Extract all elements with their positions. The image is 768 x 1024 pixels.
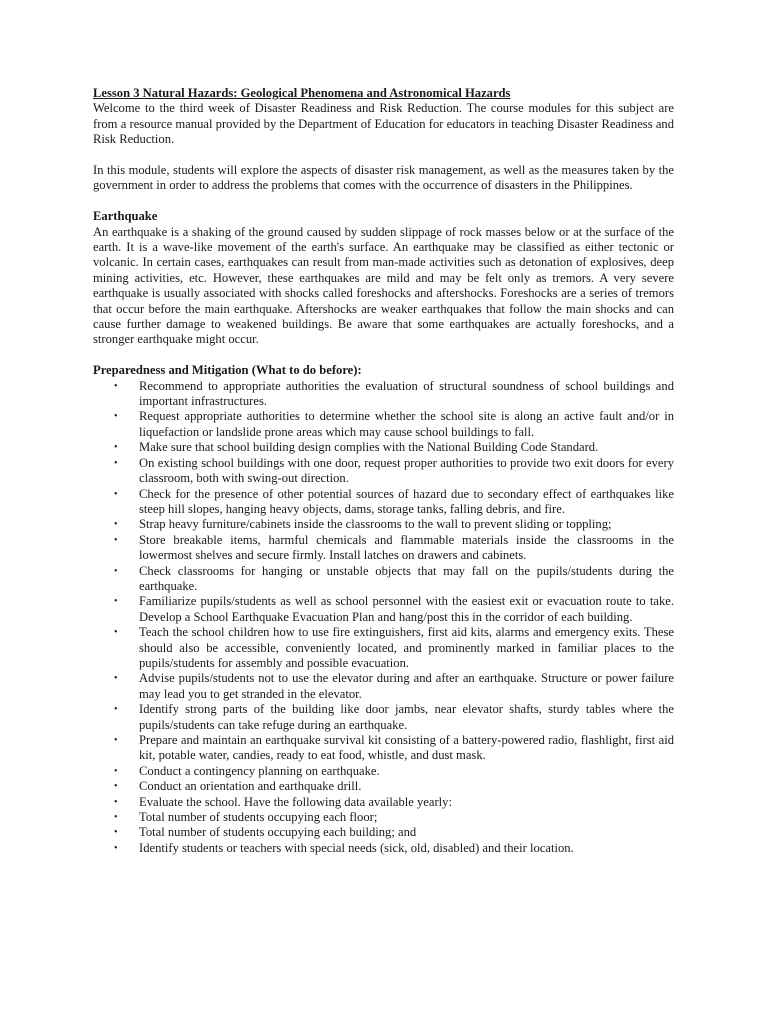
list-item-text: Conduct a contingency planning on earthquake.	[139, 763, 380, 778]
list-item-text: Prepare and maintain an earthquake survival kit consisting of a battery-powered radio, flashlight, first aid kit, potable water, candies, ready to eat food, whistle, and dust mask.	[139, 733, 674, 763]
list-item-text: Recommend to appropriate authorities the evaluation of structural soundness of school buildings and important infrastructures.	[139, 378, 674, 409]
bullet-icon: •	[114, 534, 118, 546]
list-item-text: Evaluate the school. Have the following data available yearly:	[139, 794, 452, 809]
bullet-icon: •	[114, 596, 118, 608]
bullet-icon: •	[114, 457, 118, 469]
intro-paragraph: Welcome to the third week of Disaster Readiness and Risk Reduction. The course modules for this subject are from a resource manual provided by the Department of Education for educators in teaching Disaster Readiness and Risk Reduction.	[93, 101, 674, 147]
list-item-text: Advise pupils/students not to use the elevator during and after an earthquake. Structure or power failure may lead you to get stranded in the elevator.	[139, 671, 674, 701]
list-item-text: Strap heavy furniture/cabinets inside the classrooms to the wall to prevent sliding or toppling;	[139, 517, 612, 532]
bullet-icon: •	[114, 627, 118, 639]
spacer	[93, 148, 674, 163]
list-item	[93, 456, 674, 487]
bullet-icon: •	[114, 812, 118, 824]
bullet-icon: •	[114, 565, 118, 577]
bullet-icon: •	[114, 796, 118, 808]
list-item-text: Make sure that school building design complies with the National Building Code Standard.	[139, 440, 599, 455]
list-item	[93, 594, 674, 625]
bullet-icon: •	[114, 735, 118, 747]
list-item-text: Teach the school children how to use fire extinguishers, first aid kits, alarms and emergency exits. These should also be accessible, conveniently located, and prominently marked in familiar places to the pupils/students for assembly and possible evacuation.	[139, 625, 674, 670]
list-item	[93, 440, 674, 455]
bullet-icon: •	[114, 842, 118, 854]
list-item-text: Check classrooms for hanging or unstable objects that may fall on the pupils/students during the earthquake.	[139, 563, 674, 593]
list-item	[93, 702, 674, 733]
bullet-icon: •	[114, 411, 118, 423]
document-page	[93, 86, 674, 856]
list-item	[93, 764, 674, 779]
list-item-text: Identify students or teachers with special needs (sick, old, disabled) and their location.	[139, 840, 574, 855]
module-paragraph: In this module, students will explore the aspects of disaster risk management, as well as the measures taken by the government in order to address the problems that comes with the occurrence of disasters in the Philippines.	[93, 163, 674, 193]
preparedness-heading: Preparedness and Mitigation (What to do before):	[93, 363, 362, 378]
list-item-text: Conduct an orientation and earthquake drill.	[139, 779, 362, 794]
bullet-icon: •	[114, 781, 118, 793]
list-item	[93, 841, 674, 856]
bullet-icon: •	[114, 519, 118, 531]
list-item-text: Total number of students occupying each floor;	[139, 810, 378, 825]
list-item	[93, 810, 674, 825]
list-item	[93, 517, 674, 532]
list-item	[93, 379, 674, 410]
spacer	[93, 194, 674, 209]
list-item	[93, 564, 674, 595]
list-item-text: On existing school buildings with one door, request proper authorities to provide two exit doors for every classroom, both with swing-out direction.	[139, 455, 674, 486]
earthquake-paragraph: An earthquake is a shaking of the ground caused by sudden slippage of rock masses below or at the surface of the earth. It is a wave-like movement of the earth's surface. An earthquake may be classified as either tectonic or volcanic. In certain cases, earthquakes can result from man-made activities such as detonation of explosives, deep mining activities, etc. However, these earthquakes are mild and may be felt only as tremors. A very severe earthquake is usually associated with shocks called foreshocks and aftershocks. Foreshocks are a series of tremors that occur before the main earthquake. Aftershocks are weaker earthquakes that follow the main shocks and can cause further damage to weakened buildings. Be aware that some earthquakes are actually foreshocks, and a stronger earthquake might occur.	[93, 224, 674, 347]
list-item	[93, 409, 674, 440]
bullet-icon: •	[114, 380, 118, 392]
earthquake-heading: Earthquake	[93, 209, 158, 224]
bullet-icon: •	[114, 704, 118, 716]
list-item-text: Identify strong parts of the building like door jambs, near elevator shafts, sturdy tables where the pupils/students can take refuge during an earthquake.	[139, 702, 674, 732]
list-item-text: Request appropriate authorities to determine whether the school site is along an active fault and/or in liquefaction or landslide prone areas which may cause school buildings to fall.	[139, 409, 674, 439]
spacer	[93, 348, 674, 363]
list-item	[93, 487, 674, 518]
list-item	[93, 795, 674, 810]
lesson-title: Lesson 3 Natural Hazards: Geological Phenomena and Astronomical Hazards	[93, 86, 511, 100]
list-item-text: Total number of students occupying each building; and	[139, 825, 417, 840]
list-item-text: Store breakable items, harmful chemicals and flammable materials inside the classrooms in the lowermost shelves and secure firmly. Install latches on drawers and cabinets.	[139, 532, 674, 563]
bullet-icon: •	[114, 442, 118, 454]
list-item	[93, 671, 674, 702]
bullet-icon: •	[114, 765, 118, 777]
list-item	[93, 825, 674, 840]
list-item	[93, 779, 674, 794]
list-item-text: Check for the presence of other potential sources of hazard due to secondary effect of earthquakes like steep hill slopes, hanging heavy objects, dams, storage tanks, falling debris, and fire.	[139, 486, 674, 516]
bullet-icon: •	[114, 673, 118, 685]
bullet-icon: •	[114, 488, 118, 500]
bullet-icon: •	[114, 827, 118, 839]
preparedness-list	[93, 379, 674, 857]
list-item	[93, 533, 674, 564]
list-item	[93, 733, 674, 764]
list-item-text: Familiarize pupils/students as well as school personnel with the easiest exit or evacuation route to take. Develop a School Earthquake Evacuation Plan and hang/post this in the corridor of each building.	[139, 594, 674, 624]
list-item	[93, 625, 674, 671]
